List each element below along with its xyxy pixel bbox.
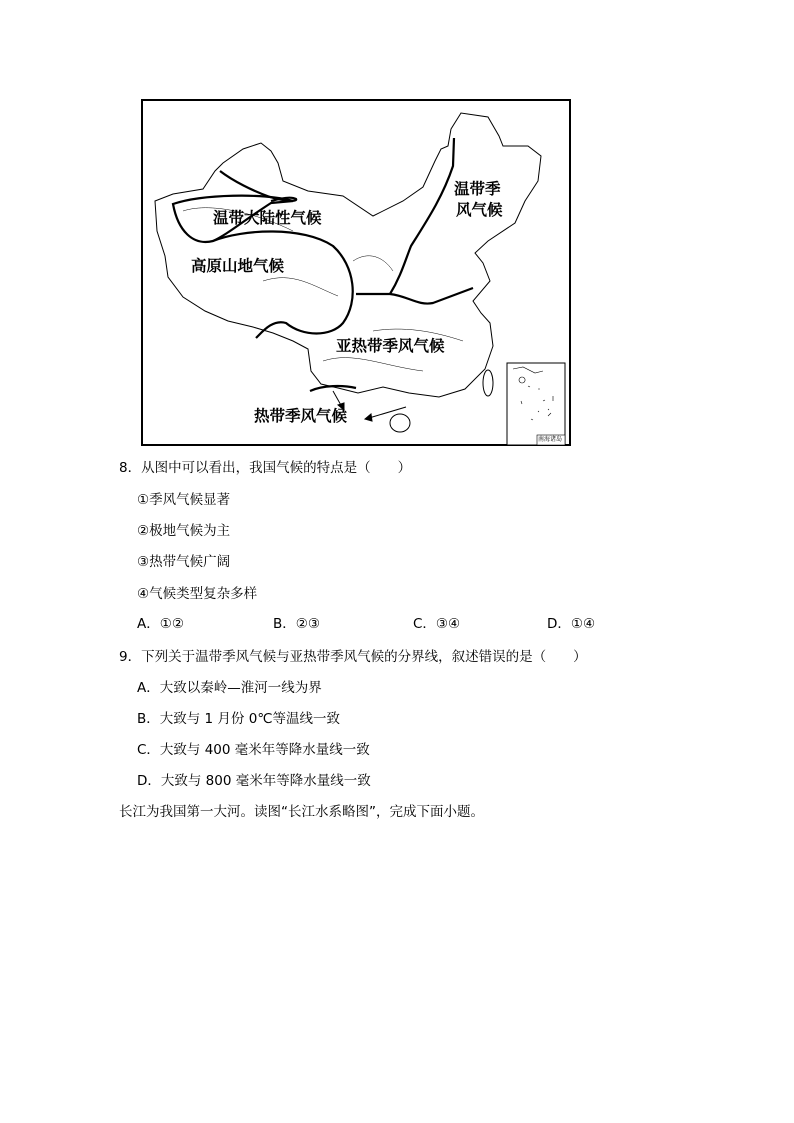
- q8-statement-1: ①季风气候显著: [137, 492, 231, 508]
- china-climate-map: [141, 99, 571, 446]
- q8-statement-3: ③热带气候广阔: [137, 554, 231, 570]
- q8-choice-d[interactable]: D．①④: [547, 616, 596, 632]
- q9-choice-b[interactable]: B．大致与 1 月份 0℃等温线一致: [137, 711, 340, 727]
- q8-statement-2: ②极地气候为主: [137, 523, 231, 539]
- label-plateau-mountain: 高原山地气候: [191, 257, 285, 275]
- intro-text: 长江为我国第一大河。读图“长江水系略图”，完成下面小题。: [119, 804, 484, 820]
- q8-stem: 8．从图中可以看出，我国气候的特点是（ ）: [119, 460, 412, 476]
- q9-choice-a[interactable]: A．大致以秦岭—淮河一线为界: [137, 680, 322, 696]
- label-subtropical-monsoon: 亚热带季风气候: [336, 337, 445, 355]
- hainan-island: [390, 414, 410, 432]
- q8-choice-c[interactable]: C．③④: [413, 616, 461, 632]
- label-temperate-monsoon-2: 风气候: [456, 201, 503, 219]
- taiwan-island: [483, 370, 493, 396]
- label-tropical-monsoon: 热带季风气候: [254, 407, 348, 425]
- label-temperate-monsoon-1: 温带季: [454, 180, 501, 198]
- label-temperate-continental: 温带大陆性气候: [213, 209, 322, 227]
- q8-choice-b[interactable]: B．②③: [273, 616, 320, 632]
- south-sea-inset: [507, 363, 565, 445]
- q9-choice-c[interactable]: C．大致与 400 毫米年等降水量线一致: [137, 742, 370, 758]
- label-inset: 南海诸岛: [538, 436, 563, 443]
- q9-choice-d[interactable]: D．大致与 800 毫米年等降水量线一致: [137, 773, 371, 789]
- q9-stem: 9．下列关于温带季风气候与亚热带季风气候的分界线，叙述错误的是（ ）: [119, 649, 587, 665]
- q8-choice-a[interactable]: A．①②: [137, 616, 184, 632]
- q8-statement-4: ④气候类型复杂多样: [137, 586, 258, 602]
